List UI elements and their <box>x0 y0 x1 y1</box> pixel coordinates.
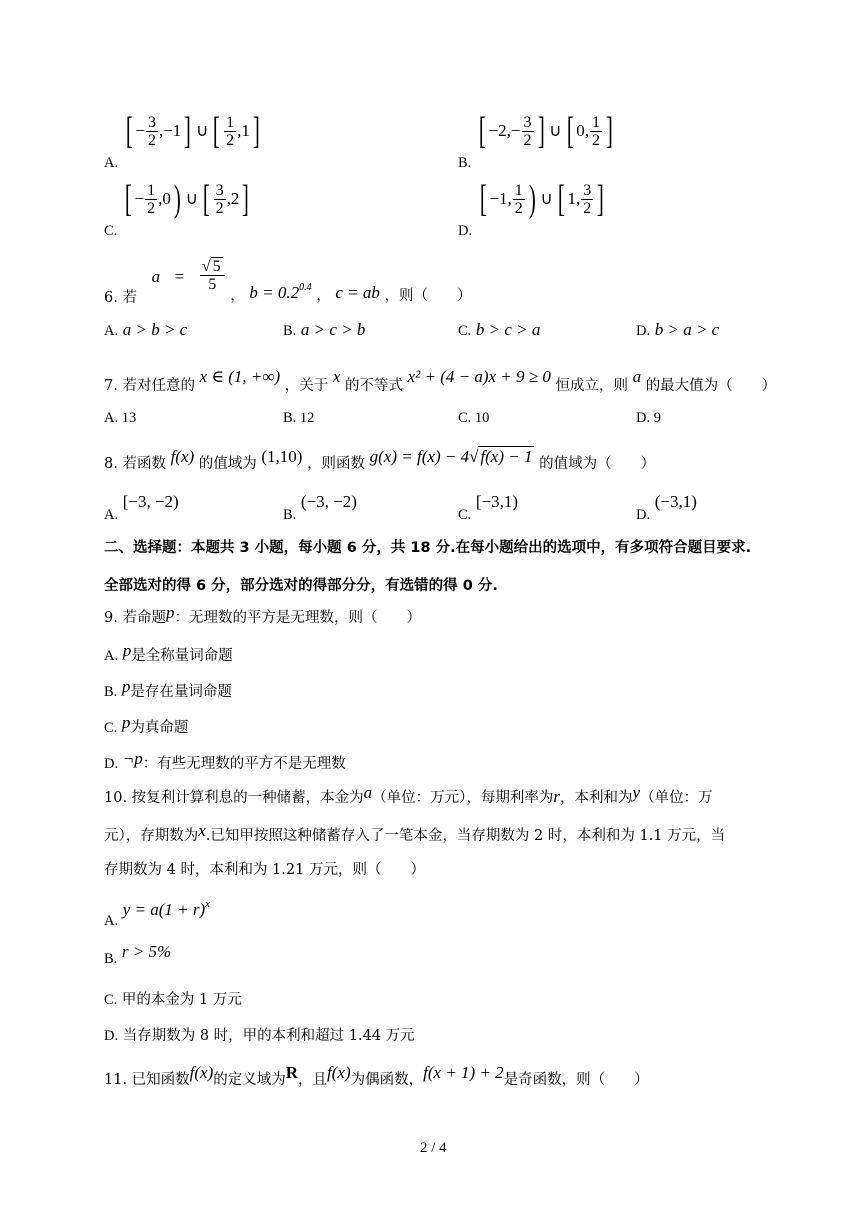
question-9-stem: 9. 若命题p：无理数的平方是无理数，则（ ） <box>104 603 421 626</box>
q10-option-a: A. $y = a(1 + r)^x$ <box>104 898 211 929</box>
q7-option-b: B. 12 <box>283 410 315 426</box>
question-10-line-2: 元），存期数为x.已知甲按照这种储蓄存入了一笔本金，当存期数为 2 时，本利和为 1.1 万元，当 <box>104 821 726 844</box>
q9-option-d: D. ¬p：有些无理数的平方不是无理数 <box>104 749 346 772</box>
q9-option-a: A. p是全称量词命题 <box>104 641 233 664</box>
q9-option-b: B. p是存在量词命题 <box>104 677 232 700</box>
q5-option-c: C. [ − $\frac{1}{2}$ ,0 ) ∪ [ $\frac{3}{2}$ ,2 ] <box>104 180 252 218</box>
q8-option-d: D. (−3,1) <box>636 492 697 523</box>
q5-a-expr: [ − $\frac{3}{2}$ ,−1 ] ∪ [ $\frac{1}{2}$ ,1 ] <box>125 110 260 152</box>
q7-option-c: C. 10 <box>458 410 490 426</box>
q5-d-expr: [ −1, $\frac{1}{2}$ ) ∪ [ 1, $\frac{3}{2}$ ] <box>479 178 605 220</box>
q7-option-a: A. 13 <box>104 410 137 426</box>
section-2-heading: 二、选择题：本题共 3 小题，每小题 6 分，共 18 分.在每小题给出的选项中，有多项符合题目要求. <box>104 540 752 556</box>
q6-option-b: B. a > c > b <box>283 320 366 339</box>
q10-option-d: D. 当存期数为 8 时，甲的本利和超过 1.44 万元 <box>104 1028 415 1044</box>
question-10-line-1: 10. 按复利计算利息的一种储蓄，本金为a（单位：万元），每期利率为r，本利和为y（单位：万 <box>104 783 713 806</box>
q10-option-b: B. r > 5% <box>104 942 172 967</box>
q8-option-a: A. [−3, −2) <box>104 492 179 523</box>
page-number: 2 / 4 <box>420 1140 447 1156</box>
question-11-stem: 11. 已知函数f(x)的定义域为R，且f(x)为偶函数，f(x + 1) + 2是奇函数，则（ ） <box>104 1063 649 1088</box>
q6-option-d: D. b > a > c <box>636 320 720 339</box>
q6-a-value: $\frac{√ 5}{5}$ <box>200 258 225 293</box>
q10-option-c: C. 甲的本金为 1 万元 <box>104 992 242 1008</box>
question-6-stem: 6. 若 a = $\frac{√ 5}{5}$ ， $b = 0.2^{0.4}$ ， c = ab ，则（ ） <box>104 258 472 306</box>
q7-option-d: D. 9 <box>636 410 661 426</box>
question-10-line-3: 存期数为 4 时，本利和为 1.21 万元，则（ ） <box>104 862 425 878</box>
question-8-stem: 8. 若函数 f(x) 的值域为 (1,10) ，则函数 g(x) = f(x) − 4√ f(x) − 1 的值域为（ ） <box>104 447 656 472</box>
q5-c-expr: [ − $\frac{1}{2}$ ,0 ) ∪ [ $\frac{3}{2}$ ,2 ] <box>124 178 250 220</box>
q6-option-c: C. b > c > a <box>458 320 541 339</box>
question-7-stem: 7. 若对任意的 x ∈ (1, +∞) ，关于 x 的不等式 x² + (4 − a)x + 9 ≥ 0 恒成立，则 a 的最大值为（ ） <box>104 367 777 394</box>
q5-b-expr: [ −2,− $\frac{3}{2}$ ] ∪ [ 0, $\frac{1}{2}$ ] <box>478 110 613 152</box>
q5-option-d: D. [ −1, $\frac{1}{2}$ ) ∪ [ 1, $\frac{3}{2}$ ] <box>458 180 607 218</box>
q8-option-c: C. [−3,1) <box>458 492 519 523</box>
q8-option-b: B. (−3, −2) <box>283 492 357 523</box>
q6-option-a: A. a > b > c <box>104 320 188 339</box>
section-2-instructions: 全部选对的得 6 分，部分选对的得部分分，有选错的得 0 分. <box>104 578 498 594</box>
q9-option-c: C. p为真命题 <box>104 713 189 736</box>
q5-option-b: B. [ −2,− $\frac{3}{2}$ ] ∪ [ 0, $\frac{1}{2}$ ] <box>458 112 616 150</box>
q5-option-a: A. [ − $\frac{3}{2}$ ,−1 ] ∪ [ $\frac{1}{2}$ ,1 ] <box>104 112 262 150</box>
